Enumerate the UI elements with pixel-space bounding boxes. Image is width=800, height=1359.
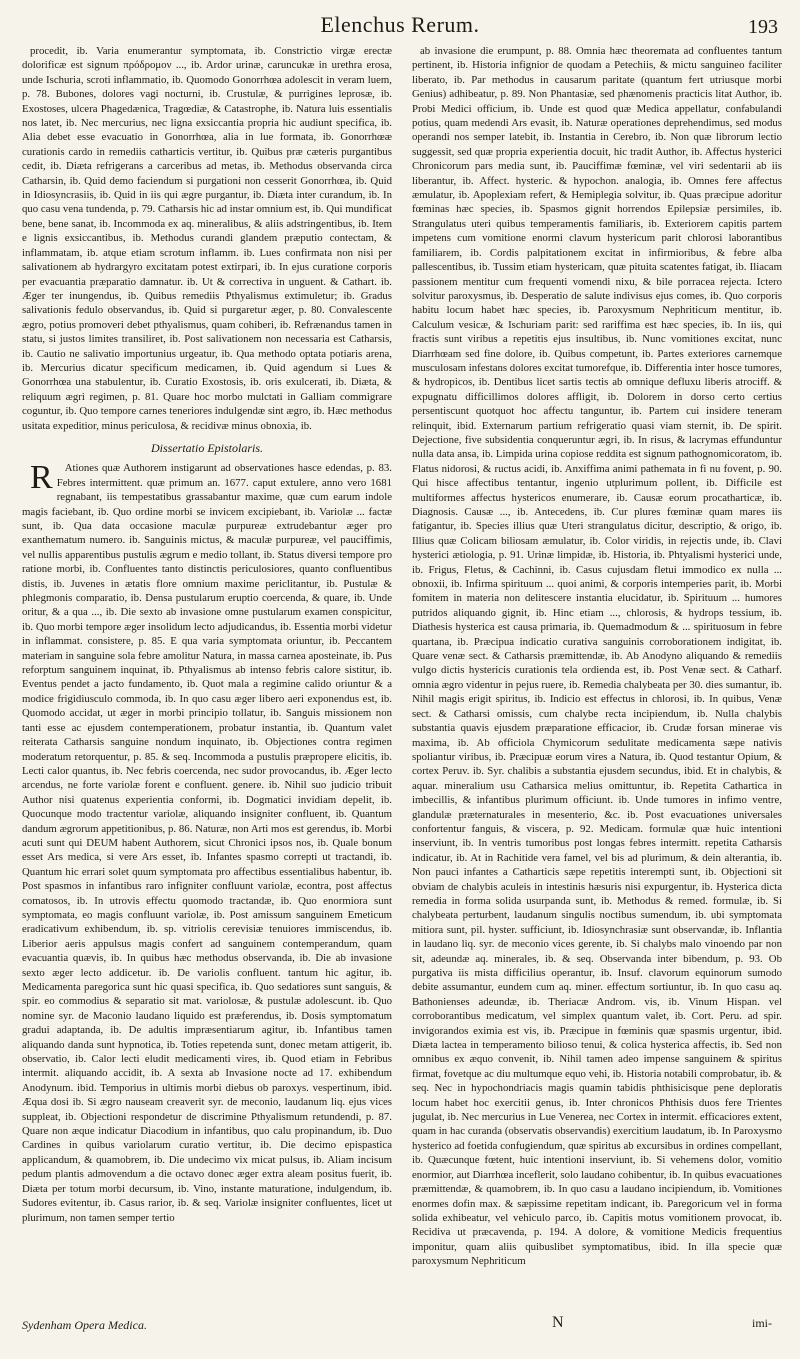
section-heading: Dissertatio Epistolaris. xyxy=(150,440,263,455)
signature-mark: N xyxy=(552,1314,564,1331)
right-paragraph-1: ab invasione die erumpunt, p. 88. Omnia hæc theoremata ad confluentes tantum pertinent, ib. Historia infignior de quodam a Petechiis, & mictu sanguineo faciliter liberato, ib. Par methodus in causarum paritate (quantum fert utriusque morbi Genius) adhibeatur, p. 89. Non Phantasiæ, sed phænomenis practicis litat Author, ib. Probi Medici officium, ib. Unde est quod quæ Medica appellatur, confabulandi potius, quam medendi Ars evasit, ib. Naturæ operationes deprehendimus, sed modus operandi nos semper latebit, ib. Instantia in Cerebro, ib. Non quæ librorum lectio suggessit, sed quæ propria experientia docuit, hic tradit Author, ib. Affectus hysterici Chronicorum pars media sunt, ib. Pauciffimæ fœminæ, vel viri sedentarii ab iis liberantur, ib. Affect. hysteric. & hypochon. analogia, ib. Omnes fere affectus æmulatur, ib. Apoplexiam refert, & Hemiplegia solvitur, ib. Quas præcipue adoritur fœminas hæc species, ib. Spasmos gignit horrendos Epilepsiæ persimiles, ib. Strangulatus uteri quibus temperamentis familiaris, ib. Exteriorem capitis partem impetens cum vomitione enormi clavum hystericum parit chlorosi laborantibus familiarem, ib. Cordis palpitationem excitat in infirmioribus, & febre alba pallescentibus, ib. Tussim etiam hystericam, quæ pituita scatentes fatigat, ib. Iliacam passionem mentitur cum frequenti vomendi nixu, & bile porracea rejecta. Icterο solvitur paroxysmus, ib. Desperatio de salute indivisus ejus comes, ib. Quo corporis habitu locum habet hæc species, ib. Paroxysmum Nephriticum mentitur, ib. Calculum vesicæ, & Ischuriam parit: sed rariffima est hæc species, ib. In iis, qui fractis sunt viribus a repetitis ejus insultibus, ib. Nunc vomitiones excitat, nunc Diarrhœam sed fine dolore, ib. Quibus competunt, ib. Partes exteriores carnemque musculosam infestans dolores excitat tumorefque, ib. Differentia inter hosce tumores, & hydropicos, ib. Dentibus licet sartis tectis ab omnique defluxu liberis atrociff. & expugnatu difficillimos dolores affligit, ib. Dolorem in dorso certo certius persentiscunt quotquot hoc affectu tanguntur, ib. Partem cui insidere teneram relinquit, ibid. Externarum partium refrigeratio quasi viam sternit, ib. De spirit. Dejectione, five subsidentia conqueruntur ægri, ib. In risus, & lacrymas effunduntur nulla data ansa, ib. Limpida urina copiose reddita est signum pathognomicoratom, ib. Flatus nidorosi, & ructus acidi, ib. Anxiffima animi pathemata in fi nu fovent, p. 90. Qui hisce affectibus tentantur, ingenio utplurimum pollent, ib. Difficile est multiformes affectus hystericos enumerare, ib. Causæ eorum procatharticæ, ib. Diagnosis. Causæ ..., ib. Antecedens, ib. Cur plures fœminæ quam mares iis fatigantur, ib. Species illius quæ Uteri strangulatus dicitur, descriptio, & origo, ib. Illius quæ Colicam biliosam æmulatur, ib. Color viridis, in rejectis unde, ib. Clavi hysterici ætiologia, p. 91. Urinæ limpidæ, ib. Historia, ib. Phtyalismi hysterici unde, ib. Frigus, Fletus, & Cachinni, ib. Casus cujusdam fletui immodico ex nulla ... obnoxii, ib. Infirma spirituum ... quoi animi, & corporis intemperies parit, ib. Morbi fomitem in materia non delitescere instantia elucidatur, ib. Spirituum ... humores putridos aliquando gignit, ib. Hinc etiam ..., chlorosis, & hydrops tessium, ib. Diathesis hysterica est causa primaria, ib. Quemadmodum & ... spirituosum in febre quartana, ib. Præcipua indicatio curativa sanguinis corroborationem indigitat, ib. Quare venæ sect. & Catharsis præmittendæ, ib. Ab Anodyno aliquando & remediis vulgo dictis hystericis curationis tela ordienda est, ib. Post Venæ sect. & Catharf. omnia ægro videntur in pejus ruere, ib. Remedia chalybeata per 30. dies sumantur, ib. Nihil magis erigit spiritus, ib. Indicio est effectus in chlorosi, ib. In quibus, Venæ sect. & Catharsi omissis, cum chalybe recta incipiendum, ib. Nulla chalybis substantia quavis ejusdem præparatione efficacior, ib. Crudæ forsan minerae vis maxima, ib. Ab officiola Chymicorum sedulitate medicamenta sæpe nativis spoliantur viribus, ib. Præcipuæ eorum vires a Natura, ib. Quod testantur Opium, & cortex Peruv. ib. Syr. chalibis a substantia ejusdem secundus, ibid. Et in chalybis, & aquar. mineralium usu Catharsica melius omittuntur, ib. Repetita Cathartica in imbecillis, & infantibus plurimum officiunt. ib. Unde tumores in infimo ventre, glandulæ præternaturales in mesenterio, &c. ib. Post evacuationes universales confortentur fanguis, & viscera, p. 92. Medicam. formulæ quæ huic intentioni inserviunt, ib. In ventris tumoribus post longas febres intermitt. repetita Catharsis indicatur, ib. At in Rachitide vera famel, vel bis ad plurimum, & dein alterantia, ib. Non pauci infantes a Catharticis sæpe repetitis interempti sunt, ib. Objectioni sit obviam de chalybis aculeis in intestinis hæsuris nisi expurgentur, ib. Hysterica dicta remedia in forma solida usurpanda sunt, ib. Methodus & remed. formulæ, ib. Si chalybeata perturbent, laudanum singulis noctibus sumendum, ib. ubi symptomata mitiora sunt, pil. hyster. sufficiunt, ib. Idiosynchrasiæ sunt observandæ, ib. Inflantia in laudano liq. syr. de meconio vices gerente, ib. Si chalybs malo vinoendo par non sit, adeundæ aq. minerales, ib. & seq. Observanda inter bibendum, p. 93. Ob purgativa iis mista difficilius operantur, ib. Insuf. clavorum equinorum sumodo debite assumantur, eundem cum aq. miner. effectum sortiuntur, ib. In quo casu aq. Bathonienses adeundæ, ib. Theriacæ Androm. vis, ib. Vinum Hispan. vel corroborantibus medicatum, vel simplex quantum valet, ib. Cort. Peru. ad spir. invigorandos eximia est vis, ib. Præcipue in fœminis quæ spasmis urgentur, ibid. Diæta lactea in temperamento bilioso tenui, & colica hysterica affectis, ib. Sed non omnibus ex æquo convenit, ib. Nihil tamen adeo impense sanguinem & spiritus firmat, fovetque ac diu multumque equo vehi, ib. Historia notabili comprobatur, ib. & seq. Nec in hypochondriacis magis quamin tabidis phthisicisque pene deploratis locum habet hoc exercitii genus, ib. Inter chronicos Phthisis duos fere Trientes jugulat, ib. Nec mercurius in Lue Venerea, nec Cortex in intermit. efficaciores extent, quam in hac curanda (observatis observandis) exercitium laudatum, ib. In Paroxysmo hysterico ad foetida confugiendum, quæ spiritus ab excursibus in ordines compellant, ib. Quæcunque fœtent, huic intentioni inserviunt, ib. Si vehemens dolor, vomitio enormior, aut Diarrhœa inceflerit, solo laudano cohibentur, ib. In quibus evacuationes præmittendæ, & quamobrem, ib. In quo casu a laudano incipiendum, ib. Vomitiones enormes dofin max. & sæpissime repetitam indicant, ib. Paregoricum vel in forma solida exhibeatur, vel vehiculo parco, ib. Capitis motus vomitionem provocat, ib. Recidiva ut præcavenda, p. 194. A dolore, & vomitione Medicis frequentius imponitur, quam aliis quibuslibet symptomatibus, ibid. In illa specie quæ paroxysmum Nephriticum xyxy=(412,45,782,1268)
page-header xyxy=(0,6,800,42)
text-columns xyxy=(22,44,782,1314)
catchword: imi- xyxy=(752,1316,772,1330)
page-footer xyxy=(22,1314,782,1354)
left-paragraph-1: procedit, ib. Varia enumerantur symptomata, ib. Constrictio virgæ erectæ dolorificæ est signum πρόδρομον ..., ib. Ardor urinæ, caruncukæ in urethra erosa, unde Ischuria, scroti inflammatio, ib. Quomodo Gonorrhœa adolescit in veram luem, p. 78. Bubones, dolores vagi nocturni, ib. Crustulæ, & purrigines leprosæ, ib. Exostoses, ulcera Phagedænica, Tragœdiæ, & Catastrophe, ib. Natura luis essentialis nos latet, ib. Nec mercurius, nec ligna exsiccantia propria hic audiunt specifica, ib. Alia debet esse evacuatio in Gonorrhœa, alia in lue formata, ib. Gonorrhœæ curationis cardo in remediis catharticis vertitur, ib. Quibus præ cæteris purgantibus cedit, ib. Diæta refrigerans a carceribus ad metas, ib. Methodus observanda circa Catharsin, ib. Quid demo faciendum si purgationi non cesserit Gonorrhœa, ib. Quid in Idiosyncrasiis, ib. Quid in iis qui ægre purgantur, ib. Diæta inter curandum, ib. In quo casu vena tundenda, p. 79. Catharsis hic ad instar omnium est, ib. Qui mundificat bene, bene sanat, ib. Incommoda ex aq. mineralibus, & aliis adstringentibus, ib. Item e lignis exsiccantibus, ib. Methodus curandi glandem præputio contectam, & inflammatam, ib. atque etiam scrotum inflamm. ib. Lues confirmata non nisi per salivationem ab hydrargyro excitatam potest extirpari, ib. In ejus curatione corporis per evacuantia præparatio damnatur. ib. Ut & correctiva in unguent. & Cathart. ib. Æger ter inungendus, ib. Quibus remediis Pthyalismus extimuletur; ib. Gradus salivationis fedulo observandus, ib. Quid si purgaretur æger, p. 80. Convalescente ægro, potius promoveri debet pthyalismus, quam cohiberi, ib. Refrænandus tamen in statu, si justos limites transiliret, ib. Post salivationem non necessaria est Catharsis, ib. Cautio ne salivatio importunius urgeatur, ib. Qua methodo optata potiaris arena, ib. Mercurius dicatur specificum medicamen, ib. Quid agendum si Lues & Gonorrhœa una stabulentur, ib. Curatio Exostosis, ib. oris exulcerati, ib. Diæta, & reliquum ægri regimen, p. 81. Quare hoc morbo mulctati in Galliam commigrare coguntur, ib. Quo tempore carnes teneriores indulgendæ sint ægro, ib. Hæc methodus usitata expeditior, minus periculosa, & recidivæ minus obnoxia, ib. xyxy=(22,45,392,432)
left-paragraph-2 xyxy=(22,461,392,1225)
left-paragraph-2-text: Ationes quæ Authorem instigarunt ad observationes hasce edendas, p. 83. Febres intermittent. quæ primum an. 1677. caput extulere, anno vero 1681 regnabant, iis tempestatibus grassabantur maxime, quæ cum earum indole magis faciebant, ib. Quo ordine morbi se invicem excipiebant, ib. Variolæ ... factæ sunt, ib. Qua data occasione maculæ purpureæ extrudebantur æger pro exanthematum numero. ib. Sanguinis mictus, & maculæ purpureæ, vel pauciffimis, vel nullis apparentibus pustulis ægrum e medio tollant, ib. Status diversi tempore pro ratione morbi, ib. Confluentes tanto distinctis periculosiores, quanto confluentibus distis, ib. Juvenes in ætatis flore omnium maxime periclitantur, ib. Pustulæ & phlegmonis comparatio, ib. Densa pustularum eruptio coercenda, & quare, ib. Unde oritur, & a qua ..., ib. Die sexto ab invasione omne pustularum examen conspicitur, ib. Quo morbi tempore æger insolidum lecto adjudicandus, ib. Essentia morbi videtur in inflammat. consistere, p. 85. E qua varia symptomata oriuntur, ib. Peccantem materiam in sanguine sola febre amolitur Natura, in massa carnea aposteinate, ib. Pus reforptum sanguinem inquinat, ib. Pthyalismus ab intenso febris calore sistitur, ib. Eventus pendet a jacto fundamento, ib. Quot mala a regimine calido oriuntur & a modice frigidiusculo commoda, ib. In quo casu æger libero aeri exponendus est, ib. Quomodo accidat, ut æger in morbi principio tollatur, ib. Sanguis missionem non tanti esse ac ejusdem contemperationem, probatur instantia, ib. Quantum valet reiterata Catharsis sanguine nondum inquinato, ib. Objectiones contra regimen moderatum retorquentur, p. 85. & seq. Incommoda a pustulis præpropere elicitis, ib. Lecti calor quantus, ib. Nec febris coercenda, nec sudor provocandus, ib. Æger lecto arcendus, ne forte variolæ forent e confluent. genere. ib. Nihil suo judicio tribuit Author nisi quatenus experientia conformi, ib. Dogmatici invidiam depelit, ib. Quocunque modo tractentur variolæ, aliquando insigniter confluent, ib. Quantum dandum ægrorum appetitionibus, p. 86. Naturæ, non Arti mos est gerendus, ib. Morbi acuti sunt qui DEUM habent Authorem, sicut Chronici ipsos nos, ib. Quale bonum esset Ars medica, si vere Ars esset, ib. Infantes spasmo correpti ut tractandi, ib. Quantum hic errari solet quum symptomata pro affectibus essentialibus habentur, ib. Post spasmos in infantibus raro infigniter confluunt variolæ, econtra, post affectus comatosos, ib. In utrovis effectu quomodo tractandæ, ib. Quo enormiora sunt symptomata, eo magis confluunt variolæ, ib. Post amissum sanguinem Emeticum eradicativum exhibendum, ib. sp. vitriolis cerevisiæ tenuiores immiscendus, ib. Liberior aeris appulsus magis confert ad sanguinem contemperandum, quam evacuantia quævis, ib. In quibus hæc methodus observanda, ib. Die ab invasione sexto æger lecto addicetur. ib. De variolis confluent. tantum hic agitur, ib. Medicamenta paregorica sunt hic quasi specifica, ib. Quo sedatiores sunt sanguis, & spir. eo commodius & separatio sit mat. variolosæ, & pustulæ adolescunt. ib. Quo nomine syr. de Maconio laudano liquido est præferendus, ib. Dosis symptomatum gradui adaptanda, ib. De adultis impræsentiarum agitur, ib. Infantibus tamen aliquando danda sunt hypnotica, ib. Toties repetenda sunt, donec metam attigerit, ib. observatio, ib. Calor lecti eludit medicamenti vires, ib. Quod etiam in Febribus intermit. aliquando accidit, ib. A sexta ab Invasione nocte ad 17. exhibendum Anodynum. ibid. Temporius in ultimis morbi diebus ob paroxys. vespertinum, ibid. Æqua dosi ib. Si ægro nauseam creaverit syr. de meconio, laudanum liq. ejus vices suppleat, ib. Objectioni respondetur de discrimine Pthyalismum retundendi, p. 87. Quare non æque indicatur Diacodium in infantibus, quo calu propinandum, ib. Duo Cardines in quibus variolarum curatio vertitur, ib. Die decimo epispastica applicandum, & quamobrem, ib. Die undecimo vix micat pulsus, ib. Aliam incisum pedum plantis admovendum a die octavo donec æger extra aleam positus fuerit, ib. Diæta per totum morbi decursum, ib. Vino, instante maturatione, indulgendum, ib. Sudores evitentur, ib. Casus rarior, ib. & seq. Variolæ insigniter confluentes, licet ut plurimum, non tamen semper tertio xyxy=(22,462,392,1224)
page-number: 193 xyxy=(748,16,778,38)
left-column xyxy=(22,44,392,1314)
drop-cap-r: R xyxy=(30,459,53,497)
footer-author-title: Sydenham Opera Medica. xyxy=(22,1318,147,1332)
right-column xyxy=(412,44,782,1314)
running-head: Elenchus Rerum. xyxy=(320,12,480,37)
